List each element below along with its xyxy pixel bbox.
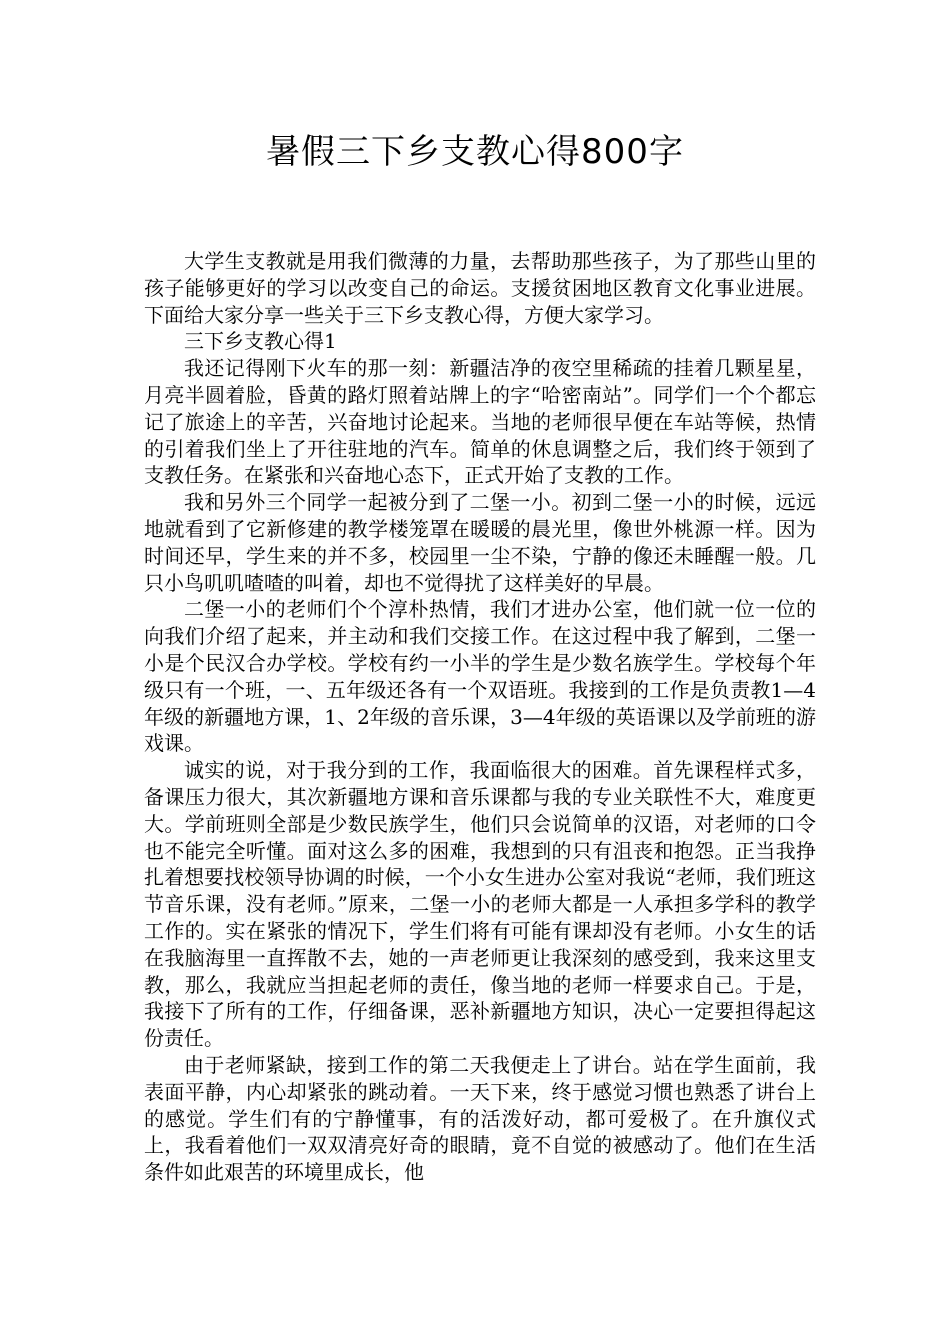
section-heading: 三下乡支教心得1	[184, 329, 337, 354]
paragraph: 由于老师紧缺，接到工作的第二天我便走上了讲台。站在学生面前，我表面平静，内心却紧张的跳动着。一天下来，终于感觉习惯也熟悉了讲台上的感觉。学生们有的宁静懂事，有的活泼好动，都可爱极了。在升旗仪式上，我看着他们一双双清亮好奇的眼睛，竟不自觉的被感动了。他们在生活条件如此艰苦的环境里成长，他	[144, 1052, 816, 1185]
document-body	[144, 248, 816, 1186]
paragraph: 诚实的说，对于我分到的工作，我面临很大的困难。首先课程样式多，备课压力很大，其次新疆地方课和音乐课都与我的专业关联性不大，难度更大。学前班则全部是少数民族学生，他们只会说简单的汉语，对老师的口令也不能完全听懂。面对这么多的困难，我想到的只有沮丧和抱怨。正当我挣扎着想要找校领导协调的时候，一个小女生进办公室对我说“老师，我们班这节音乐课，没有老师。”原来，二堡一小的老师大都是一人承担多学科的教学工作的。实在紧张的情况下，学生们将有可能有课却没有老师。小女生的话在我脑海里一直挥散不去，她的一声老师更让我深刻的感受到，我来这里支教，那么，我就应当担起老师的责任，像当地的老师一样要求自己。于是，我接下了所有的工作，仔细备课，恶补新疆地方知识，决心一定要担得起这份责任。	[144, 758, 816, 1051]
paragraph: 我和另外三个同学一起被分到了二堡一小。初到二堡一小的时候，远远地就看到了它新修建的教学楼笼罩在暖暖的晨光里，像世外桃源一样。因为时间还早，学生来的并不多，校园里一尘不染，宁静的像还未睡醒一般。几只小鸟叽叽喳喳的叫着，却也不觉得扰了这样美好的早晨。	[144, 490, 816, 595]
paragraph: 二堡一小的老师们个个淳朴热情，我们才进办公室，他们就一位一位的向我们介绍了起来，并主动和我们交接工作。在这过程中我了解到，二堡一小是个民汉合办学校。学校有约一小半的学生是少数名族学生。学校每个年级只有一个班，一、五年级还各有一个双语班。我接到的工作是负责教1—4年级的新疆地方课，1、2年级的音乐课，3—4年级的英语课以及学前班的游戏课。	[144, 597, 816, 756]
document-title: 暑假三下乡支教心得800字	[266, 132, 684, 172]
paragraph-intro: 大学生支教就是用我们微薄的力量，去帮助那些孩子，为了那些山里的孩子能够更好的学习以改变自己的命运。支援贫困地区教育文化事业进展。下面给大家分享一些关于三下乡支教心得，方便大家学习。	[144, 249, 816, 327]
paragraph: 我还记得刚下火车的那一刻：新疆洁净的夜空里稀疏的挂着几颗星星，月亮半圆着脸，昏黄的路灯照着站牌上的字“哈密南站”。同学们一个个都忘记了旅途上的辛苦，兴奋地讨论起来。当地的老师很早便在车站等候，热情的引着我们坐上了开往驻地的汽车。简单的休息调整之后，我们终于领到了支教任务。在紧张和兴奋地心态下，正式开始了支教的工作。	[144, 356, 816, 488]
